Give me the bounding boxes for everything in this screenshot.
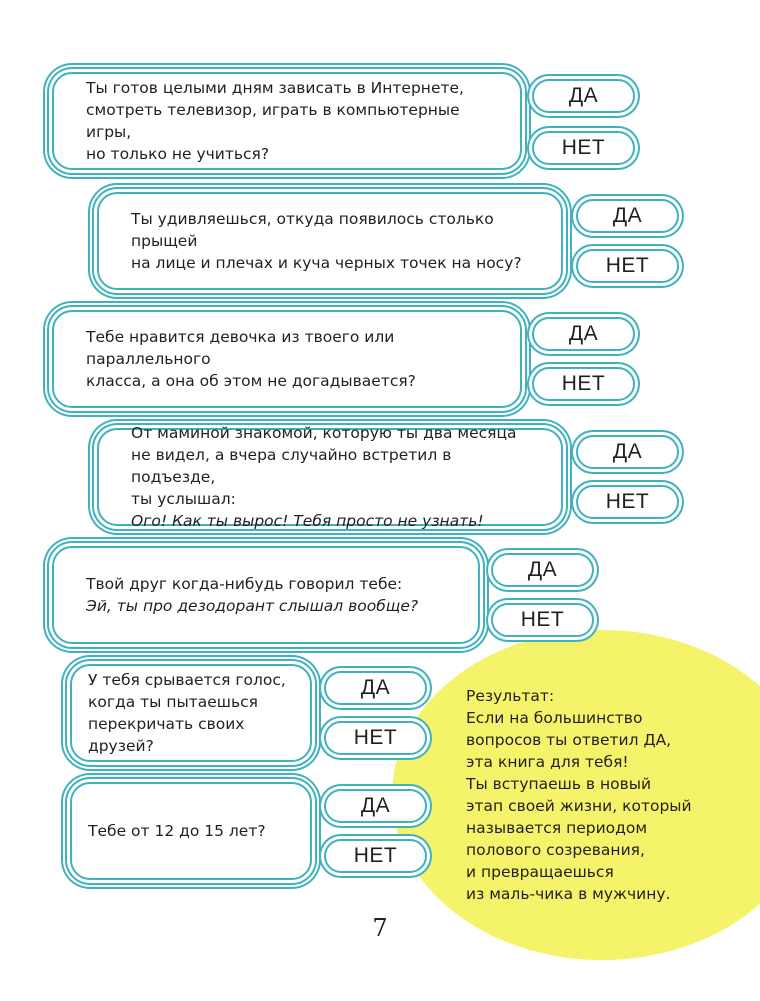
- question-quote: Ого! Как ты вырос! Тебя просто не узнать!: [131, 512, 484, 530]
- question-card: [52, 310, 522, 408]
- yes-button[interactable]: ДА: [576, 199, 679, 233]
- result-line: из маль-чика в мужчину.: [466, 885, 671, 903]
- question-text: [131, 422, 539, 532]
- result-line: Если на большинство: [466, 709, 643, 727]
- result-title: Результат:: [466, 687, 555, 705]
- question-text: [86, 326, 498, 392]
- question-line: но только не учиться?: [86, 145, 270, 163]
- question-line: У тебя срывается голос,: [88, 671, 286, 689]
- result-line: полового созревания,: [466, 841, 645, 859]
- question-text: [88, 669, 288, 757]
- question-line: перекричать своих друзей?: [88, 715, 245, 755]
- question-card: [70, 664, 312, 762]
- question-text: [88, 820, 266, 842]
- question-line: Ты готов целыми дням зависать в Интернете,: [86, 79, 464, 97]
- question-text: [86, 573, 418, 617]
- result-line: называется периодом: [466, 819, 648, 837]
- result-line: Ты вступаешь в новый: [466, 775, 652, 793]
- yes-button[interactable]: ДА: [576, 435, 679, 469]
- question-card: [52, 546, 480, 644]
- question-line: ты услышал:: [131, 490, 236, 508]
- no-button[interactable]: НЕТ: [324, 721, 427, 755]
- question-quote: Эй, ты про дезодорант слышал вообще?: [86, 597, 419, 615]
- question-card: [97, 192, 563, 290]
- question-line: Тебе нравится девочка из твоего или параллельного: [86, 328, 395, 368]
- no-button[interactable]: НЕТ: [324, 839, 427, 873]
- question-line: Твой друг когда-нибудь говорил тебе:: [86, 575, 403, 593]
- question-line: класса, а она об этом не догадывается?: [86, 372, 416, 390]
- no-button[interactable]: НЕТ: [491, 603, 594, 637]
- yes-button[interactable]: ДА: [491, 553, 594, 587]
- result-line: эта книга для тебя!: [466, 753, 629, 771]
- question-line: смотреть телевизор, играть в компьютерные игры,: [86, 101, 460, 141]
- no-button[interactable]: НЕТ: [576, 485, 679, 519]
- no-button[interactable]: НЕТ: [532, 131, 635, 165]
- question-card: [70, 782, 312, 880]
- result-block: [466, 685, 726, 905]
- no-button[interactable]: НЕТ: [532, 367, 635, 401]
- result-line: этап своей жизни, который: [466, 797, 692, 815]
- result-line: и превращаешься: [466, 863, 614, 881]
- question-card: [52, 72, 522, 170]
- question-line: Ты удивляешься, откуда появилось столько прыщей: [131, 210, 494, 250]
- result-line: вопросов ты ответил ДА,: [466, 731, 672, 749]
- yes-button[interactable]: ДА: [532, 317, 635, 351]
- page-number: 7: [372, 914, 388, 942]
- question-card: [97, 424, 563, 530]
- yes-button[interactable]: ДА: [324, 671, 427, 705]
- yes-button[interactable]: ДА: [324, 789, 427, 823]
- no-button[interactable]: НЕТ: [576, 249, 679, 283]
- question-line: не видел, а вчера случайно встретил в подъезде,: [131, 446, 452, 486]
- question-line: когда ты пытаешься: [88, 693, 258, 711]
- question-line: От маминой знакомой, которую ты два месяца: [131, 424, 517, 442]
- question-line: Тебе от 12 до 15 лет?: [88, 822, 266, 840]
- yes-button[interactable]: ДА: [532, 79, 635, 113]
- question-text: [131, 208, 539, 274]
- question-line: на лице и плечах и куча черных точек на носу?: [131, 254, 522, 272]
- question-text: [86, 77, 498, 165]
